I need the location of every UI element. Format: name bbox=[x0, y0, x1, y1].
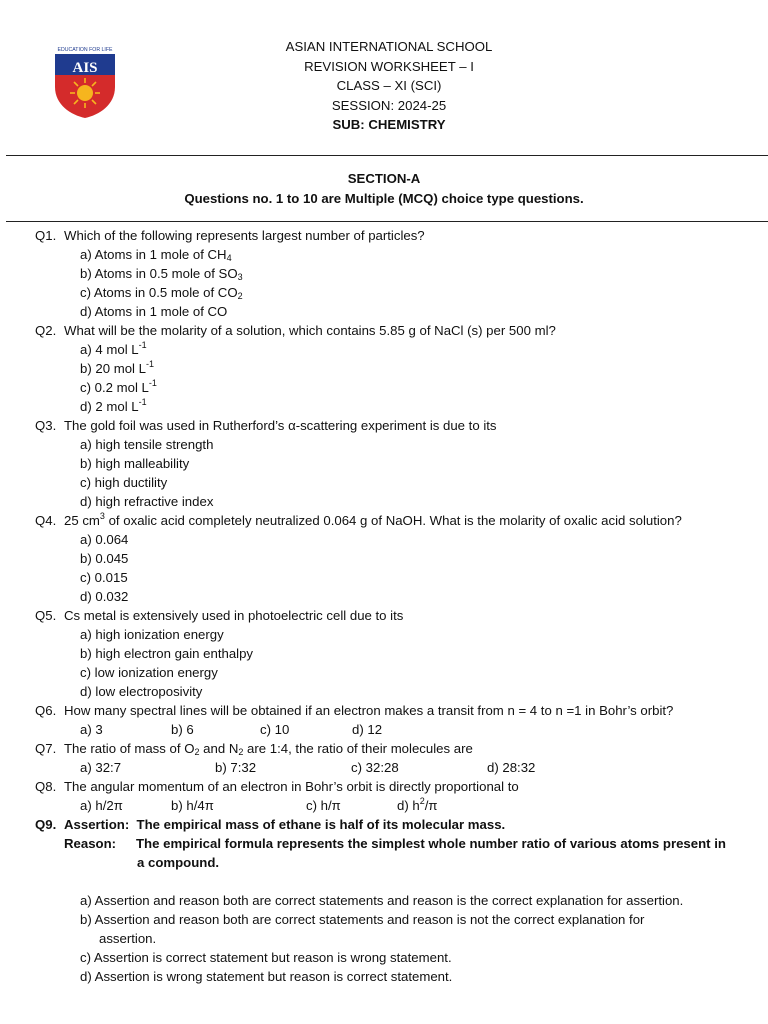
q7-option-a: a) 32:7 bbox=[80, 760, 122, 775]
q3-option-d: d) high refractive index bbox=[80, 494, 214, 509]
q4-option-a: a) 0.064 bbox=[80, 532, 129, 547]
q7-options bbox=[0, 758, 768, 777]
q6-options bbox=[0, 720, 768, 739]
q6-option-d: d) 12 bbox=[352, 722, 383, 737]
worksheet-header bbox=[0, 37, 768, 135]
q9-option-d: d) Assertion is wrong statement but reason is correct statement. bbox=[80, 969, 453, 984]
q3-option-a: a) high tensile strength bbox=[80, 437, 214, 452]
logo-text: AIS bbox=[72, 60, 98, 76]
q8-options bbox=[0, 796, 768, 815]
section-instruction: Questions no. 1 to 10 are Multiple (MCQ) choice type questions. bbox=[184, 190, 584, 206]
class-label: CLASS – XI (SCI) bbox=[336, 78, 442, 93]
section-title: SECTION-A bbox=[347, 171, 421, 186]
question-list bbox=[0, 226, 768, 986]
q3-option-c: c) high ductility bbox=[80, 475, 168, 490]
q2-option-d: d) 2 mol $L^{-1}$ bbox=[80, 397, 147, 414]
q8-option-a: a) h/2π bbox=[80, 798, 123, 813]
question-8: Q8. The angular momentum of an electron in Bohr’s orbit is directly proportional to bbox=[35, 779, 519, 794]
q9-option-b-cont: assertion. bbox=[99, 931, 157, 946]
q9-option-b: b) Assertion and reason both are correct statements and reason is not the correct explanation for bbox=[80, 912, 645, 927]
q1-option-c: c) Atoms in 0.5 mole of $CO_2$ bbox=[80, 285, 243, 301]
q8-option-b: b) h/4π bbox=[171, 798, 214, 813]
q2-option-c: c) 0.2 mol $L^{-1}$ bbox=[80, 378, 157, 395]
subject-label: SUB: CHEMISTRY bbox=[332, 117, 446, 132]
q9-reason-cont: a compound. bbox=[137, 855, 220, 870]
question-2: Q2. What will be the molarity of a solution, which contains 5.85 g of NaCl (s) per 500 ml? bbox=[35, 323, 556, 338]
question-9: Q9. Assertion: The empirical mass of ethane is half of its molecular mass. bbox=[35, 817, 506, 832]
session-label: SESSION: 2024-25 bbox=[331, 97, 447, 113]
q1-option-a: a) Atoms in 1 mole of $CH_4$ bbox=[80, 247, 232, 263]
q9-option-c: c) Assertion is correct statement but reason is wrong statement. bbox=[80, 950, 452, 965]
q2-option-a: a) 4 mol $L^{-1}$ bbox=[80, 340, 147, 357]
question-6: Q6. How many spectral lines will be obtained if an electron makes a transit from n = 4 to n =1 in Bohr’s orbit? bbox=[35, 703, 674, 718]
q8-option-d: d) $h^2/\pi$ bbox=[397, 796, 438, 813]
q4-option-b: b) 0.045 bbox=[80, 551, 129, 566]
worksheet-title: REVISION WORKSHEET – I bbox=[304, 58, 474, 74]
question-3: Q3. The gold foil was used in Rutherford’s α-scattering experiment is due to its bbox=[35, 418, 497, 433]
q4-option-c: c) 0.015 bbox=[80, 570, 128, 585]
q9-reason: Reason: The empirical formula represents the simplest whole number ratio of various atoms present in bbox=[64, 836, 726, 851]
section-heading bbox=[0, 169, 768, 208]
q5-option-d: d) low electroposivity bbox=[80, 684, 203, 699]
q5-option-b: b) high electron gain enthalpy bbox=[80, 646, 254, 661]
q3-option-b: b) high malleability bbox=[80, 456, 190, 471]
question-7: Q7. The ratio of mass of $O_2$ and $N_2$ are 1:4, the ratio of their molecules are bbox=[35, 741, 473, 757]
q1-option-d: d) Atoms in 1 mole of CO bbox=[80, 304, 228, 319]
school-name: ASIAN INTERNATIONAL SCHOOL bbox=[285, 39, 493, 54]
question-1: Q1. Which of the following represents largest number of particles? bbox=[35, 228, 425, 243]
question-4: Q4. 25 $cm^3$ of oxalic acid completely neutralized 0.064 g of NaOH. What is the molarity of oxalic acid solution? bbox=[35, 511, 682, 528]
q6-option-c: c) 10 bbox=[260, 722, 290, 737]
section-divider bbox=[6, 221, 768, 222]
q7-option-b: b) 7:32 bbox=[215, 760, 257, 775]
q9-option-a: a) Assertion and reason both are correct statements and reason is the correct explanation for assertion. bbox=[80, 893, 684, 908]
header-divider bbox=[6, 155, 768, 156]
q1-option-b: b) Atoms in 0.5 mole of $SO_3$ bbox=[80, 266, 243, 282]
q5-option-c: c) low ionization energy bbox=[80, 665, 218, 680]
question-5: Q5. Cs metal is extensively used in photoelectric cell due to its bbox=[35, 608, 404, 623]
q6-option-a: a) 3 bbox=[80, 722, 103, 737]
q6-option-b: b) 6 bbox=[171, 722, 194, 737]
q4-option-d: d) 0.032 bbox=[80, 589, 129, 604]
q7-option-d: d) 28:32 bbox=[487, 760, 536, 775]
q7-option-c: c) 32:28 bbox=[351, 760, 399, 775]
logo-tagline: EDUCATION FOR LIFE bbox=[57, 47, 113, 53]
q2-option-b: b) 20 mol $L^{-1}$ bbox=[80, 359, 154, 376]
q5-option-a: a) high ionization energy bbox=[80, 627, 224, 642]
q8-option-c: c) h/π bbox=[306, 798, 341, 813]
